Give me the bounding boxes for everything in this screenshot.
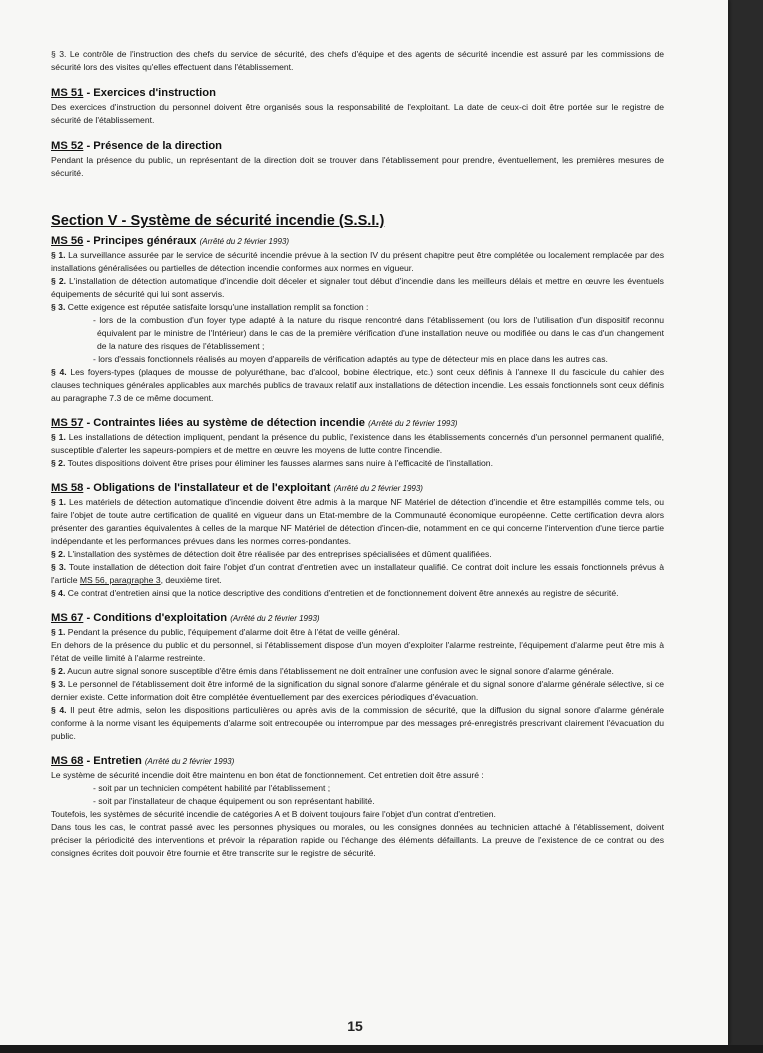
intro-paragraph: § 3. Le contrôle de l'instruction des chefs du service de sécurité, des chefs d'équipe et des agents de sécurité incendie est assuré par les commissions de sécurité lors des visites qu'elles effectuent dans l'établissement. bbox=[51, 49, 664, 72]
ms68-intro: Le système de sécurité incendie doit être maintenu en bon état de fonctionnement. Cet entretien doit être assuré : bbox=[51, 770, 484, 780]
ms67-p2 bbox=[51, 665, 664, 678]
ms67-p3-mark: § 3. bbox=[51, 679, 66, 689]
ms67-p3 bbox=[51, 678, 664, 704]
ms51-heading bbox=[51, 86, 664, 101]
ms58-title: - Obligations de l'installateur et de l'exploitant bbox=[83, 482, 334, 494]
ms67-code: MS 67 bbox=[51, 612, 84, 624]
ms68-text-2: Dans tous les cas, le contrat passé avec les personnes physiques ou morales, ou les consignes données au technicien attaché à l'établissement, doivent préciser la périodicité des interventions et prévoir la réparation rapide ou l'échange des éléments défaillants. La preuve de l'existence de ce contrat ou des consignes écrites doit pouvoir être fournie et être transcrite sur le registre de sécurité. bbox=[51, 822, 664, 858]
ms58-p1-text: Les matériels de détection automatique d'incendie doivent être admis à la marque NF Matériel de détection d'incendie et être estampillés comme tels, ou faire l'objet de toute autre certification de qualité en vigueur dans un Etat-membre de la Communauté économique européenne. Cette certification devra alors présenter des garanties équivalentes à celles de la marque NF Matériel de détection d'incen-die, notamment en ce qui concerne l'intervention d'une tierce partie indépendante et les performances prévues dans les normes corres-pondantes. bbox=[51, 497, 664, 546]
ms51-code: MS 51 bbox=[51, 87, 84, 99]
ms57-code: MS 57 bbox=[51, 417, 84, 429]
ms67-p1-mark: § 1. bbox=[51, 627, 66, 637]
ms56-arrete: (Arrêté du 2 février 1993) bbox=[199, 237, 289, 246]
ms57-p2-mark: § 2. bbox=[51, 458, 66, 468]
ms51-title: - Exercices d'instruction bbox=[83, 87, 216, 99]
ms67-p2-text: Aucun autre signal sonore susceptible d'être émis dans l'établissement ne doit entraîner une confusion avec le signal sonore d'alarme générale. bbox=[65, 666, 614, 676]
ms58-p4 bbox=[51, 587, 664, 600]
ms56-dash-2: - lors d'essais fonctionnels réalisés au moyen d'appareils de vérification adaptés au type de détecteur mis en place dans les autres cas. bbox=[93, 354, 608, 364]
ms67-title: - Conditions d'exploitation bbox=[83, 612, 231, 624]
ms57-p2-text: Toutes dispositions doivent être prises pour éliminer les fausses alarmes sans nuire à l'efficacité de l'installation. bbox=[65, 458, 493, 468]
ms57-p1-text: Les installations de détection impliquent, pendant la présence du public, l'existence dans les établissements concernés d'un personnel permanent qualifié, susceptible d'alerter les sapeurs-pompiers et de mettre en œuvre les moyens de lutte contre l'incendie. bbox=[51, 432, 664, 455]
ms52-code: MS 52 bbox=[51, 140, 84, 152]
ms57-p1-mark: § 1. bbox=[51, 432, 66, 442]
section-title: Section V - Système de sécurité incendie (S.S.I.) bbox=[51, 213, 385, 229]
ms58-p1 bbox=[51, 496, 664, 548]
ms58-arrete: (Arrêté du 2 février 1993) bbox=[333, 484, 423, 493]
ms68-dash-2: - soit par l'installateur de chaque équipement ou son représentant habilité. bbox=[93, 796, 375, 806]
ms58-p3-text-b: , deuxième tiret. bbox=[160, 575, 222, 585]
ms68-arrete: (Arrêté du 2 février 1993) bbox=[144, 757, 235, 766]
ms56-code: MS 56 bbox=[51, 235, 84, 247]
ms58-p4-text: Ce contrat d'entretien ainsi que la notice descriptive des conditions d'entretien et de fonctionnement doivent être annexés au registre de sécurité. bbox=[65, 588, 619, 598]
page-number: 15 bbox=[347, 1018, 363, 1034]
ms58-p2 bbox=[51, 548, 664, 561]
ms56-p4-text: Les foyers-types (plaques de mousse de polyuréthane, bac d'alcool, bobine électrique, etc.) sont ceux définis à l'annexe II du fascicule du cahier des clauses techniques générales applicables aux marchés publics de travaux relatif aux installations de détection incendie. Les essais fonctionnels sont ceux définis au paragraphe 7.3 de ce même document. bbox=[51, 367, 664, 403]
ms56-p3-text: Cette exigence est réputée satisfaite lorsqu'une installation remplit sa fonction : bbox=[65, 302, 369, 312]
ms57-arrete: (Arrêté du 2 février 1993) bbox=[368, 419, 458, 428]
ms56-heading bbox=[51, 234, 664, 249]
ms67-p1 bbox=[51, 626, 664, 639]
ms56-p3 bbox=[51, 301, 664, 314]
ms58-p2-mark: § 2. bbox=[51, 549, 66, 559]
page-content bbox=[51, 48, 664, 860]
ms56-p1 bbox=[51, 249, 664, 275]
ms67-p4 bbox=[51, 704, 664, 743]
ms68-heading bbox=[51, 754, 664, 769]
ms52-title: - Présence de la direction bbox=[83, 140, 222, 152]
ms56-p1-text: La surveillance assurée par le service de sécurité incendie prévue à la section IV du présent chapitre peut être complétée ou localement remplacée par des installations généralisées ou partielles de détection incendie conformes aux normes en vigueur. bbox=[51, 250, 664, 273]
ms56-p3-mark: § 3. bbox=[51, 302, 66, 312]
ms58-code: MS 58 bbox=[51, 482, 84, 494]
ms56-p4-mark: § 4. bbox=[51, 367, 67, 377]
ms67-p1-text: Pendant la présence du public, l'équipement d'alarme doit être à l'état de veille général. bbox=[65, 627, 400, 637]
ms67-p3-text: Le personnel de l'établissement doit être informé de la signification du signal sonore d'alarme générale et du signal sonore d'alarme générale sélective, si ce dernier existe. Cette information doit être complétée éventuellement par des exercices périodiques d'évacuation. bbox=[51, 679, 664, 702]
ms58-p2-text: L'installation des systèmes de détection doit être réalisée par des entreprises spécialisées et dûment qualifiées. bbox=[65, 549, 492, 559]
ms68-title: - Entretien bbox=[83, 755, 145, 767]
ms68-text-1: Toutefois, les systèmes de sécurité incendie de catégories A et B doivent toujours faire l'objet d'un contrat d'entretien. bbox=[51, 809, 496, 819]
ms56-p2-text: L'installation de détection automatique d'incendie doit déceler et signaler tout début d'incendie dans les meilleurs délais et mettre en œuvre les éventuels équipements de sécurité qui lui sont asservis. bbox=[51, 276, 664, 299]
ms56-reference-link[interactable]: MS 56, paragraphe 3 bbox=[79, 575, 161, 585]
ms58-p3-mark: § 3. bbox=[51, 562, 66, 572]
ms68-code: MS 68 bbox=[51, 755, 84, 767]
ms57-p2 bbox=[51, 457, 664, 470]
ms58-p4-mark: § 4. bbox=[51, 588, 66, 598]
ms58-p1-mark: § 1. bbox=[51, 497, 66, 507]
ms67-arrete: (Arrêté du 2 février 1993) bbox=[230, 614, 320, 623]
ms56-p2 bbox=[51, 275, 664, 301]
ms56-p4 bbox=[51, 366, 664, 405]
ms56-p1-mark: § 1. bbox=[51, 250, 66, 260]
ms56-title: - Principes généraux bbox=[83, 235, 200, 247]
ms58-heading bbox=[51, 481, 664, 496]
ms58-p3-text-a: Toute installation de détection doit faire l'objet d'un contrat d'entretien avec un installateur qualifié. Ce contrat doit inclure les essais fonctionnels prévus à l'article bbox=[51, 562, 664, 585]
ms68-dash-1: - soit par un technicien compétent habilité par l'établissement ; bbox=[93, 783, 331, 793]
ms57-title: - Contraintes liées au système de détection incendie bbox=[83, 417, 369, 429]
ms67-p1b: En dehors de la présence du public et du personnel, si l'établissement dispose d'un moyen d'exploiter l'alarme restreinte, l'équipement d'alarme peut être mis à l'état de veille limité à l'alarme restreinte. bbox=[51, 640, 664, 663]
ms56-dash-1: - lors de la combustion d'un foyer type adapté à la nature du risque rencontré dans l'établissement (ou lors de l'utilisation d'un dispositif reconnu équivalent par le ministre de l'Intérieur) dans le cas de la première vérification d'une installation neuve ou modifiée ou dans le cas d'un changement de la nature des risques de l'établissement ; bbox=[93, 315, 664, 351]
ms67-p4-text: Il peut être admis, selon les dispositions particulières ou après avis de la commission de sécurité, que la diffusion du signal sonore d'alarme générale conforme à la norme visant les équipements d'alarme soit entrecoupée ou interrompue par des messages pré-enregistrés prescrivant clairement l'évacuation du public. bbox=[51, 705, 664, 741]
ms52-text: Pendant la présence du public, un représentant de la direction doit se trouver dans l'établissement pour prendre, éventuellement, les premières mesures de sécurité. bbox=[51, 155, 664, 178]
ms52-heading bbox=[51, 139, 664, 154]
ms67-heading bbox=[51, 611, 664, 626]
ms56-p2-mark: § 2. bbox=[51, 276, 66, 286]
ms67-p4-mark: § 4. bbox=[51, 705, 67, 715]
ms58-p3 bbox=[51, 561, 664, 587]
ms57-p1 bbox=[51, 431, 664, 457]
ms67-p2-mark: § 2. bbox=[51, 666, 66, 676]
ms51-text: Des exercices d'instruction du personnel doivent être organisés sous la responsabilité de l'exploitant. La date de ceux-ci doit être portée sur le registre de sécurité de l'établissement. bbox=[51, 102, 664, 125]
ms57-heading bbox=[51, 416, 664, 431]
scan-bottom-edge bbox=[0, 1045, 763, 1053]
